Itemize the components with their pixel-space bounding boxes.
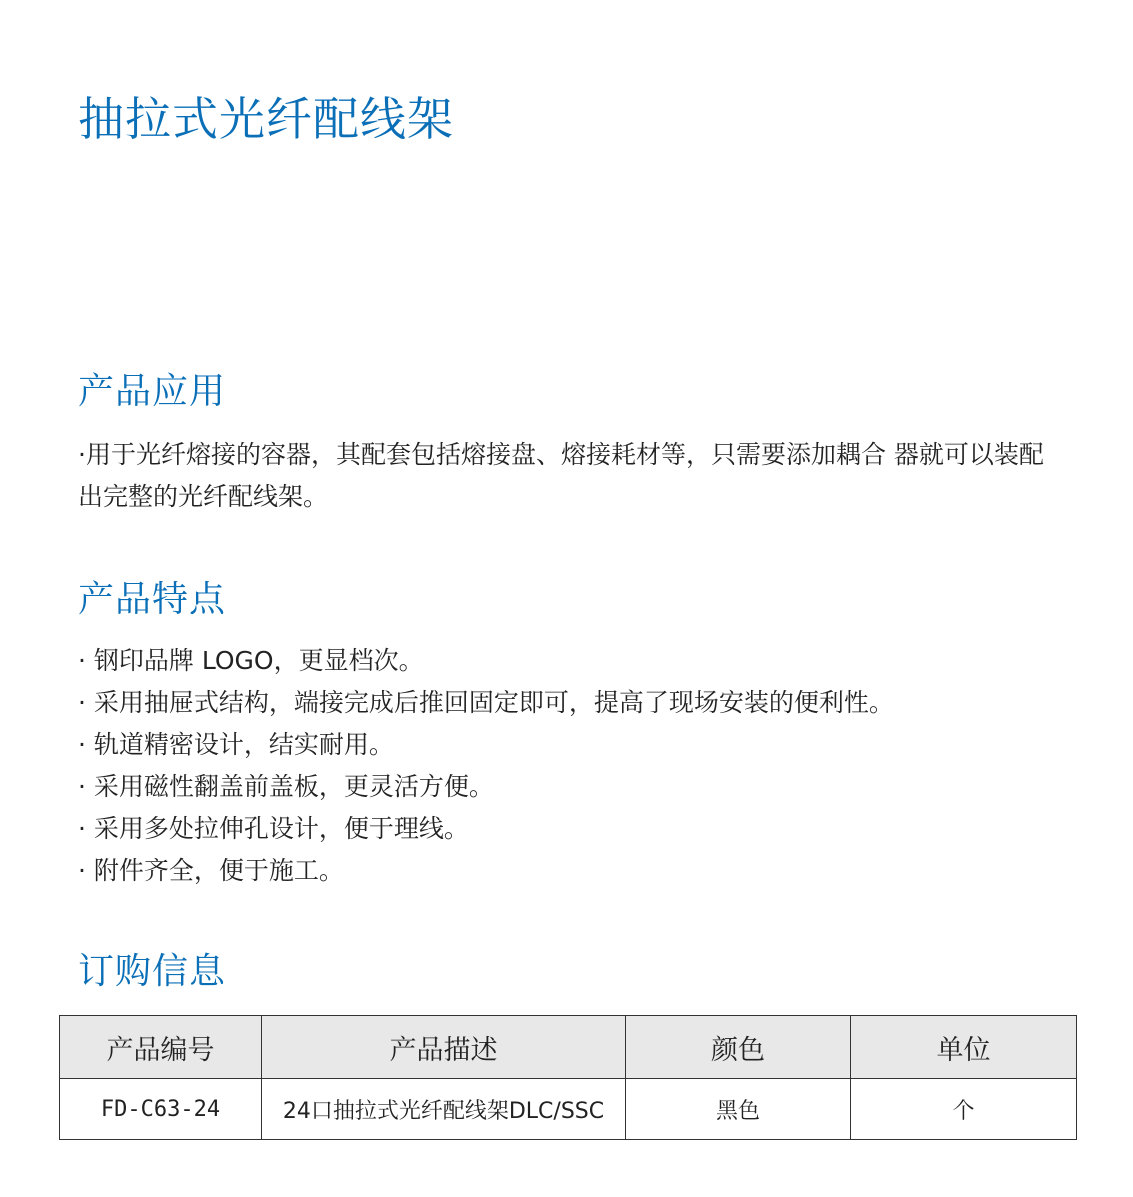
column-header-product-description: 产品描述 bbox=[262, 1016, 626, 1079]
ordering-table bbox=[59, 1015, 1077, 1140]
column-header-unit: 单位 bbox=[851, 1016, 1077, 1079]
feature-item: · 采用抽屉式结构，端接完成后推回固定即可，提高了现场安装的便利性。 bbox=[78, 688, 894, 717]
cell-unit: 个 bbox=[851, 1079, 1077, 1140]
column-header-product-code: 产品编号 bbox=[60, 1016, 262, 1079]
features-list bbox=[78, 640, 894, 892]
page-title: 抽拉式光纤配线架 bbox=[78, 92, 454, 146]
feature-item: · 附件齐全，便于施工。 bbox=[78, 856, 344, 885]
cell-product-description: 24口抽拉式光纤配线架DLC/SSC bbox=[262, 1079, 626, 1140]
features-heading: 产品特点 bbox=[78, 579, 227, 620]
column-header-color: 颜色 bbox=[626, 1016, 851, 1079]
feature-item: · 采用多处拉伸孔设计，便于理线。 bbox=[78, 814, 469, 843]
feature-item: · 钢印品牌 LOGO，更显档次。 bbox=[78, 646, 424, 675]
table-row bbox=[60, 1079, 1077, 1140]
application-text: ·用于光纤熔接的容器，其配套包括熔接盘、熔接耗材等，只需要添加耦合 器就可以装配出完整的光纤配线架。 bbox=[78, 440, 1044, 511]
application-heading: 产品应用 bbox=[78, 371, 227, 412]
feature-item: · 采用磁性翻盖前盖板，更灵活方便。 bbox=[78, 772, 494, 801]
cell-product-code: FD-C63-24 bbox=[60, 1079, 262, 1140]
cell-color: 黑色 bbox=[626, 1079, 851, 1140]
feature-item: · 轨道精密设计，结实耐用。 bbox=[78, 730, 394, 759]
ordering-heading: 订购信息 bbox=[78, 951, 227, 992]
table-header-row bbox=[60, 1016, 1077, 1079]
